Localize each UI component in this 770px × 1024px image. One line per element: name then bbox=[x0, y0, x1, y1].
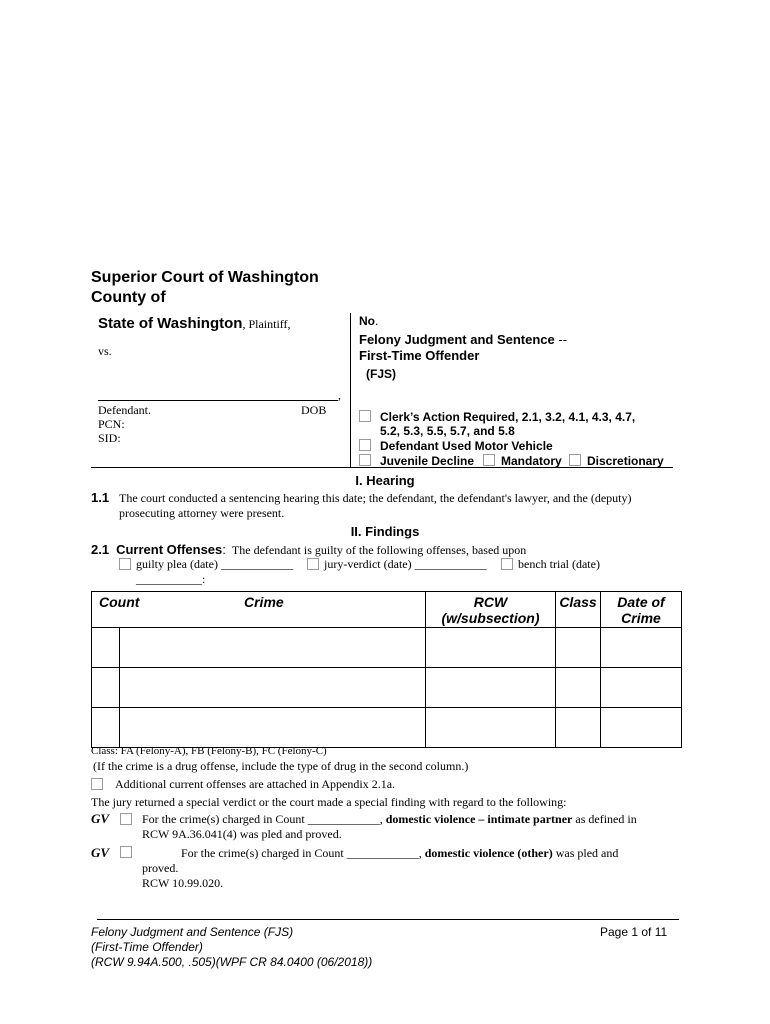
count-crime-header bbox=[92, 592, 426, 628]
count-header: Count bbox=[99, 594, 140, 610]
gv2-post: was pled and bbox=[555, 846, 619, 860]
gv2-line2: proved. bbox=[142, 861, 179, 875]
pcn-label: PCN: bbox=[98, 417, 125, 431]
gv2-line1 bbox=[181, 846, 618, 861]
offenses-table bbox=[91, 591, 682, 748]
bench-trial-label: bench trial (date) bbox=[518, 557, 600, 571]
clerk-action-text bbox=[380, 410, 635, 438]
gv2-label: GV bbox=[91, 845, 110, 860]
date-header-line1: Date of bbox=[617, 594, 665, 610]
sid-label: SID: bbox=[98, 431, 121, 445]
section1-line2: prosecuting attorney were present. bbox=[119, 506, 285, 520]
case-no bbox=[359, 314, 378, 328]
gv1-bold: domestic violence – intimate partner bbox=[385, 812, 573, 826]
vs-label: vs. bbox=[98, 344, 112, 358]
class-cell[interactable] bbox=[556, 628, 601, 668]
plaintiff-role: , Plaintiff, bbox=[242, 317, 291, 331]
doc-title-line1 bbox=[359, 332, 567, 348]
clerk-action-line2: 5.2, 5.3, 5.5, 5.7, and 5.8 bbox=[380, 424, 515, 438]
class-header: Class bbox=[556, 592, 601, 628]
drug-note: (If the crime is a drug offense, include the type of drug in the second column.) bbox=[93, 759, 469, 773]
class-cell[interactable] bbox=[556, 668, 601, 708]
appendix-note: Additional current offenses are attached in Appendix 2.1a. bbox=[115, 777, 396, 791]
rcw-cell[interactable] bbox=[426, 708, 556, 748]
count-cell[interactable] bbox=[92, 628, 120, 668]
rcw-header-line1: RCW bbox=[473, 594, 508, 610]
mandatory-label: Mandatory bbox=[501, 454, 562, 468]
gv2-text-lower bbox=[142, 861, 223, 891]
doc-abbrev: (FJS) bbox=[366, 367, 396, 381]
clerk-action-checkbox[interactable] bbox=[359, 410, 371, 422]
section1-num: 1.1 bbox=[91, 490, 110, 505]
crime-cell[interactable] bbox=[120, 628, 426, 668]
doc-title-dashes: -- bbox=[554, 332, 568, 347]
class-note: Class: FA (Felony-A), FB (Felony-B), FC (Felony-C) bbox=[91, 745, 327, 757]
court-title: Superior Court of Washington bbox=[91, 269, 319, 286]
bench-trial-date-blank: ___________: bbox=[136, 572, 206, 586]
county-label: County of bbox=[91, 289, 166, 306]
gv1-line2: RCW 9A.36.041(4) was pled and proved. bbox=[142, 827, 342, 841]
rcw-header bbox=[426, 592, 556, 628]
plaintiff-name: State of Washington bbox=[98, 315, 243, 332]
offenses-header-row bbox=[92, 592, 682, 628]
section1-line1: The court conducted a sentencing hearing this date; the defendant, the defendant's lawyer, and the (deputy) bbox=[119, 491, 632, 505]
section1-text bbox=[119, 491, 631, 521]
special-verdict-note: The jury returned a special verdict or the court made a special finding with regard to the following: bbox=[91, 795, 567, 809]
doc-title: Felony Judgment and Sentence bbox=[359, 332, 555, 347]
discretionary-label: Discretionary bbox=[587, 454, 664, 468]
section2-heading: II. Findings bbox=[350, 524, 420, 539]
table-row bbox=[92, 708, 682, 748]
rcw-cell[interactable] bbox=[426, 628, 556, 668]
gv2-pre: For the crime(s) charged in Count ____________, bbox=[181, 846, 422, 860]
guilty-plea-checkbox[interactable] bbox=[119, 558, 131, 570]
date-cell[interactable] bbox=[601, 628, 682, 668]
gv2-bold: domestic violence (other) bbox=[424, 846, 553, 860]
defendant-comma: , bbox=[338, 388, 341, 402]
date-cell[interactable] bbox=[601, 668, 682, 708]
motor-vehicle-checkbox[interactable] bbox=[359, 439, 371, 451]
page-number: Page 1 of 11 bbox=[600, 925, 668, 939]
footer-line2: (First-Time Offender) bbox=[91, 940, 203, 954]
juvenile-decline-label: Juvenile Decline bbox=[380, 454, 475, 468]
discretionary-checkbox[interactable] bbox=[569, 454, 581, 466]
gv1-checkbox[interactable] bbox=[120, 813, 132, 825]
footer-rule bbox=[97, 919, 679, 920]
crime-cell[interactable] bbox=[120, 708, 426, 748]
plaintiff-line bbox=[98, 314, 291, 334]
rcw-cell[interactable] bbox=[426, 668, 556, 708]
dob-label: DOB bbox=[301, 403, 327, 417]
date-cell[interactable] bbox=[601, 708, 682, 748]
gv1-post: as defined in bbox=[575, 812, 637, 826]
gv1-text bbox=[142, 812, 637, 842]
count-cell[interactable] bbox=[92, 668, 120, 708]
rcw-header-line2: (w/subsection) bbox=[441, 610, 540, 626]
doc-subtitle: First-Time Offender bbox=[359, 348, 480, 363]
class-cell[interactable] bbox=[556, 708, 601, 748]
current-offenses-colon: : bbox=[222, 542, 226, 557]
case-no-period: . bbox=[375, 314, 379, 328]
current-offenses-intro: The defendant is guilty of the following offenses, based upon bbox=[231, 543, 527, 557]
section2-num: 2.1 bbox=[91, 542, 110, 557]
juvenile-decline-checkbox[interactable] bbox=[359, 454, 371, 466]
date-header-line2: Crime bbox=[621, 610, 661, 626]
guilty-plea-label: guilty plea (date) ____________ bbox=[136, 557, 293, 571]
gv1-line1 bbox=[142, 812, 637, 827]
footer-line1: Felony Judgment and Sentence (FJS) bbox=[91, 925, 294, 939]
gv1-label: GV bbox=[91, 811, 110, 826]
table-row bbox=[92, 628, 682, 668]
date-header bbox=[601, 592, 682, 628]
current-offenses-title: Current Offenses bbox=[116, 542, 223, 557]
table-row bbox=[92, 668, 682, 708]
crime-cell[interactable] bbox=[120, 668, 426, 708]
defendant-label: Defendant. bbox=[98, 403, 151, 417]
bench-trial-checkbox[interactable] bbox=[501, 558, 513, 570]
jury-verdict-label: jury-verdict (date) ____________ bbox=[324, 557, 487, 571]
appendix-checkbox[interactable] bbox=[91, 778, 103, 790]
motor-vehicle-label: Defendant Used Motor Vehicle bbox=[380, 439, 553, 453]
crime-header: Crime bbox=[244, 594, 284, 610]
section2-1-line bbox=[91, 542, 526, 558]
case-no-label: No bbox=[359, 314, 375, 328]
clerk-action-line1: Clerk’s Action Required, 2.1, 3.2, 4.1, 4.3, 4.7, bbox=[380, 410, 636, 424]
defendant-name-line bbox=[98, 400, 338, 401]
gv2-line3: RCW 10.99.020. bbox=[142, 876, 224, 890]
section1-heading: I. Hearing bbox=[355, 473, 415, 488]
caption-divider bbox=[350, 313, 351, 468]
gv1-pre: For the crime(s) charged in Count ____________, bbox=[142, 812, 383, 826]
footer-text bbox=[91, 925, 372, 970]
mandatory-checkbox[interactable] bbox=[483, 454, 495, 466]
gv2-checkbox[interactable] bbox=[120, 846, 132, 858]
count-cell[interactable] bbox=[92, 708, 120, 748]
jury-verdict-checkbox[interactable] bbox=[307, 558, 319, 570]
footer-line3: (RCW 9.94A.500, .505)(WPF CR 84.0400 (06/2018)) bbox=[91, 955, 373, 969]
